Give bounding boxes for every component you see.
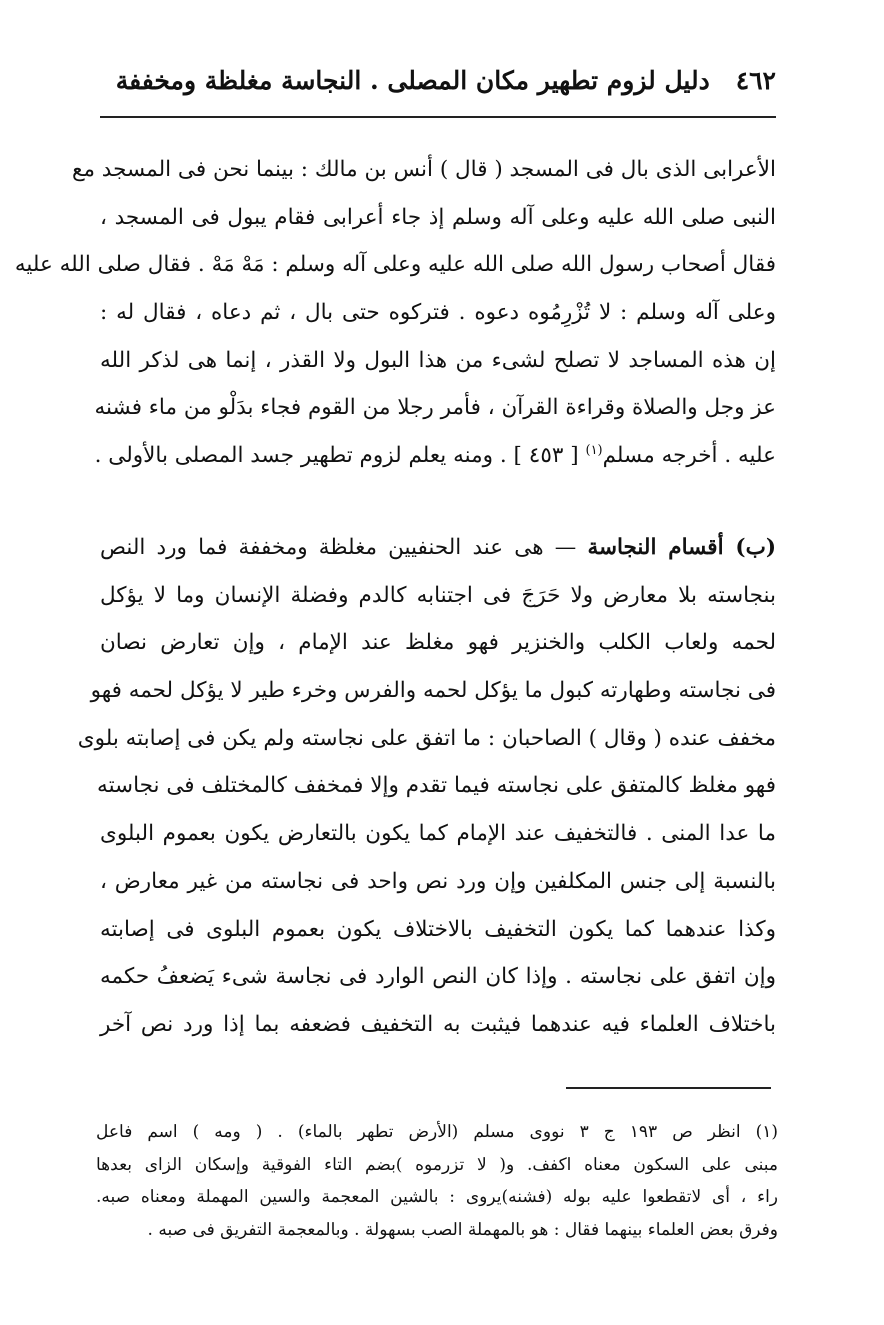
text-line: وإن اتفق على نجاسته . وإذا كان النص الوارد فى نجاسة شىء يَضعفُ حكمه [100, 964, 776, 990]
footnote-line: مبنى على السكون معناه اكفف. و( لا تزرموه )بضم التاء الفوقية وإسكان الزاى بعدها [96, 1154, 778, 1175]
text-segment: [ ٤٥٣ ] . ومنه يعلم لزوم تطهير جسد المصلى بالأولى . [94, 443, 586, 469]
footnotes [96, 1116, 778, 1246]
footnote-line: راء ، أى لاتقطعوا عليه بوله (فشنه)يروى : بالشين المعجمة والسين المهملة ومعناه صبه. [96, 1187, 778, 1207]
text-line: النبى صلى الله عليه وعلى آله وسلم إذ جاء أعرابى فقام يبول فى المسجد ، [100, 204, 776, 230]
running-title: دليل لزوم تطهير مكان المصلى . النجاسة مغلظة ومخففة [115, 65, 710, 95]
page-header [100, 56, 776, 104]
text-line: ما عدا المنى . فالتخفيف عند الإمام كما يكون بالتعارض يكون بعموم البلوى [100, 821, 776, 847]
text-line: عز وجل والصلاة وقراءة القرآن ، فأمر رجلا من القوم فجاء بدَلْو من ماء فشنه [94, 395, 776, 421]
text-line-with-heading [100, 524, 776, 572]
text-line: وكذا عندهما كما يكون التخفيف بالاختلاف يكون بعموم البلوى فى إصابته [100, 916, 776, 942]
text-segment: عليه . أخرجه مسلم [602, 443, 776, 469]
text-line: بالنسبة إلى جنس المكلفين وإن ورد نص واحد فى نجاسته من غير معارض ، [100, 868, 776, 894]
paragraph-impurity-types [77, 524, 776, 1049]
section-heading: (ب) أقسام النجاسة [587, 535, 776, 560]
text-line: الأعرابى الذى بال فى المسجد ( قال ) أنس بن مالك : بينما نحن فى المسجد مع [72, 157, 776, 182]
text-line-with-footnote-ref [94, 432, 776, 480]
text-line: وعلى آله وسلم : لا تُزْرِمُوه دعوه . فتركوه حتى بال ، ثم دعاه ، فقال له : [100, 300, 776, 326]
page-number: ٤٦٢ [735, 65, 776, 95]
text-line: فى نجاسته وطهارته كبول ما يؤكل لحمه والفرس وخرء طير لا يؤكل لحمه فهو [90, 678, 776, 704]
footnote-divider [566, 1087, 771, 1089]
text-line: إن هذه المساجد لا تصلح لشىء من هذا البول ولا القذر ، إنما هى لذكر الله [100, 347, 776, 373]
text-line: فقال أصحاب رسول الله صلى الله عليه وعلى آله وسلم : مَهْ مَهْ . فقال صلى الله عليه [14, 252, 776, 278]
text-segment: — هى عند الحنفيين مغلظة ومخففة فما ورد النص [100, 535, 588, 560]
footnote-line: (١) انظر ص ١٩٣ ج ٣ نووى مسلم (الأرض تطهر بالماء) . ( ومه ) اسم فاعل [96, 1122, 778, 1142]
paragraph-hadith [14, 146, 776, 480]
text-line: فهو مغلظ كالمتفق على نجاسته فيما تقدم وإلا فمخفف كالمختلف فى نجاسته [97, 773, 776, 799]
header-divider [100, 116, 776, 118]
text-line: لحمه ولعاب الكلب والخنزير فهو مغلظ عند الإمام ، وإن تعارض نصان [100, 630, 776, 656]
text-line: مخفف عنده ( وقال ) الصاحبان : ما اتفق على نجاسته ولم يكن فى إصابته بلوى [77, 725, 776, 751]
footnote-reference[interactable]: (١) [585, 442, 603, 458]
text-line: باختلاف العلماء فيه عندهما فيثبت به التخفيف فضعفه بما إذا ورد نص آخر [100, 1011, 776, 1037]
text-line: بنجاسته بلا معارض ولا حَرَجَ فى اجتنابه كالدم وفضلة الإنسان وما لا يؤكل [100, 582, 776, 608]
footnote-line: وفرق بعض العلماء بينهما فقال : هو بالمهملة الصب بسهولة . وبالمعجمة التفريق فى صبه . [147, 1219, 778, 1240]
